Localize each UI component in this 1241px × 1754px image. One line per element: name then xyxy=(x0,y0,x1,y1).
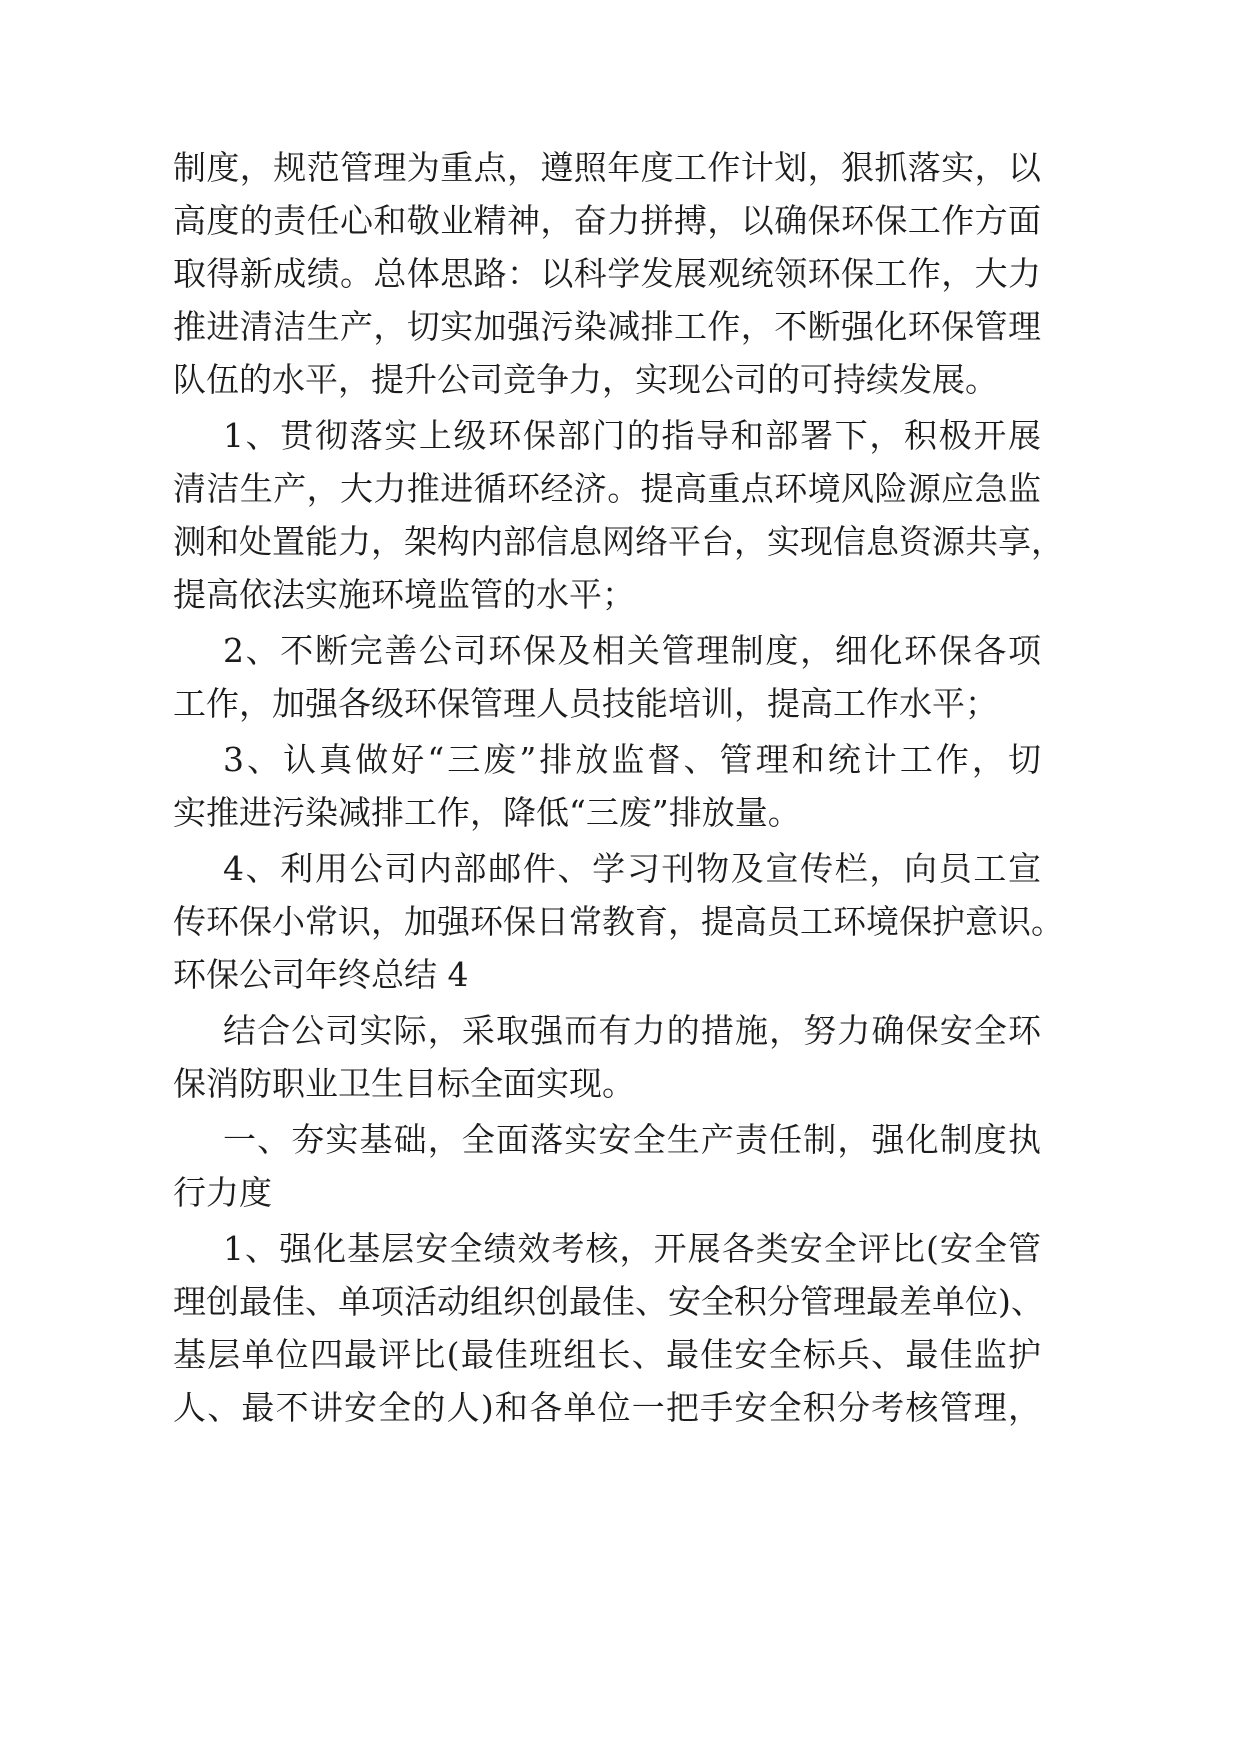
text-line: 推进清洁生产，切实加强污染减排工作，不断强化环保管理 xyxy=(173,307,1041,346)
paragraph-first-line: 一、夯实基础，全面落实安全生产责任制，强化制度执 xyxy=(223,1120,1041,1159)
text-line: 队伍的水平，提升公司竞争力，实现公司的可持续发展。 xyxy=(173,360,998,399)
section-heading: 环保公司年终总结 4 xyxy=(173,955,469,994)
paragraph-first-line: 3、认真做好“三废”排放监督、管理和统计工作，切 xyxy=(223,740,1041,779)
text-line: 实推进污染减排工作，降低“三废”排放量。 xyxy=(173,793,801,832)
paragraph-first-line: 4、利用公司内部邮件、学习刊物及宣传栏，向员工宣 xyxy=(223,849,1041,888)
paragraph-first-line: 1、贯彻落实上级环保部门的指导和部署下，积极开展 xyxy=(223,416,1041,455)
text-line: 行力度 xyxy=(173,1173,272,1212)
text-line: 基层单位四最评比(最佳班组长、最佳安全标兵、最佳监护 xyxy=(173,1335,1041,1374)
text-line: 理创最佳、单项活动组织创最佳、安全积分管理最差单位)、 xyxy=(173,1282,1044,1321)
text-line: 人、最不讲安全的人)和各单位一把手安全积分考核管理， xyxy=(173,1388,1041,1427)
text-line: 高度的责任心和敬业精神，奋力拼搏，以确保环保工作方面 xyxy=(173,201,1041,240)
text-line: 测和处置能力，架构内部信息网络平台，实现信息资源共享， xyxy=(173,522,1064,561)
text-line: 传环保小常识，加强环保日常教育，提高员工环境保护意识。 xyxy=(173,902,1064,941)
paragraph-first-line: 结合公司实际，采取强而有力的措施，努力确保安全环 xyxy=(223,1011,1041,1050)
text-line: 取得新成绩。总体思路：以科学发展观统领环保工作，大力 xyxy=(173,254,1041,293)
text-line: 制度，规范管理为重点，遵照年度工作计划，狠抓落实，以 xyxy=(173,148,1041,187)
paragraph-first-line: 1、强化基层安全绩效考核，开展各类安全评比(安全管 xyxy=(223,1229,1041,1268)
text-line: 保消防职业卫生目标全面实现。 xyxy=(173,1064,635,1103)
paragraph-first-line: 2、不断完善公司环保及相关管理制度，细化环保各项 xyxy=(223,631,1041,670)
text-line: 提高依法实施环境监管的水平； xyxy=(173,575,635,614)
text-line: 清洁生产，大力推进循环经济。提高重点环境风险源应急监 xyxy=(173,469,1041,508)
text-line: 工作，加强各级环保管理人员技能培训，提高工作水平； xyxy=(173,684,998,723)
